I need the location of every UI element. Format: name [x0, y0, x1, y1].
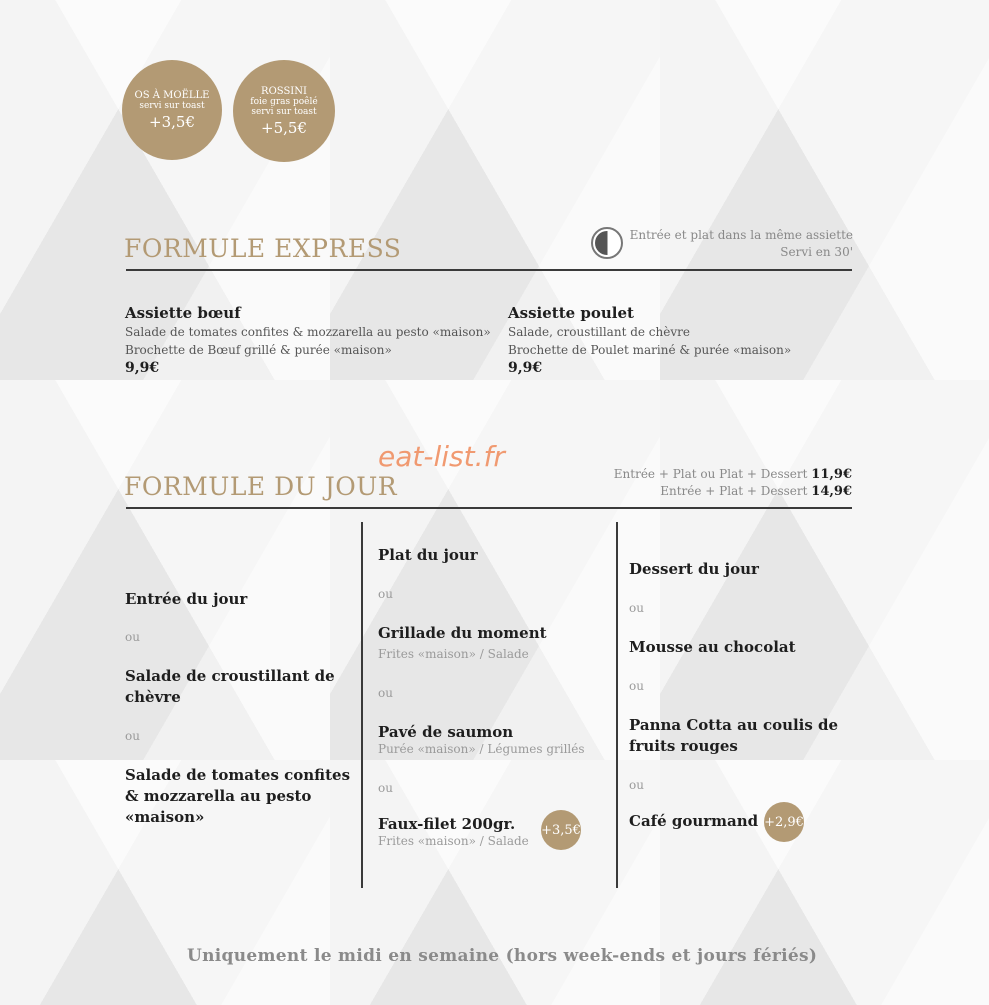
- or-label: ou: [629, 601, 644, 615]
- or-label: ou: [125, 630, 140, 644]
- express-dish-line: Salade de tomates confites & mozzarella au pesto «maison»: [125, 325, 491, 339]
- column-divider: [616, 522, 618, 888]
- plat-sub: Purée «maison» / Légumes grillés: [378, 742, 585, 756]
- plat-item: Faux-filet 200gr.: [378, 815, 516, 833]
- jour-price-label: Entrée + Plat + Dessert: [660, 484, 808, 498]
- supplement-desc: foie gras poêlé: [250, 96, 318, 107]
- watermark: eat-list.fr: [378, 440, 505, 473]
- express-note-line2: Servi en 30': [780, 245, 853, 259]
- or-label: ou: [378, 587, 393, 601]
- dessert-item: Mousse au chocolat: [629, 638, 796, 656]
- supplement-desc: servi sur toast: [139, 100, 205, 111]
- dessert-item: Panna Cotta au coulis de fruits rouges: [629, 716, 839, 755]
- jour-price-value: 11,9€: [811, 467, 852, 482]
- column-divider: [361, 522, 363, 888]
- supplement-name: OS À MOËLLE: [134, 89, 210, 101]
- jour-prices: [560, 466, 852, 500]
- entree-item: Salade de tomates confites & mozzarella au pesto «maison»: [125, 766, 351, 826]
- supplement-price: +3,5€: [149, 112, 195, 131]
- plat-item: Grillade du moment: [378, 624, 547, 642]
- express-dish-line: Brochette de Poulet mariné & purée «maison»: [508, 343, 792, 357]
- plat-sub: Frites «maison» / Salade: [378, 834, 529, 848]
- dessert-supplement-badge: +2,9€: [764, 802, 804, 842]
- jour-rule: [126, 507, 852, 509]
- express-note-line1: Entrée et plat dans la même assiette: [629, 228, 853, 242]
- or-label: ou: [125, 729, 140, 743]
- or-label: ou: [378, 686, 393, 700]
- express-note: [600, 227, 853, 261]
- supplement-os-a-moelle: [122, 60, 222, 160]
- supplement-name: ROSSINI: [261, 85, 307, 97]
- or-label: ou: [629, 679, 644, 693]
- jour-price-line1: [560, 466, 852, 483]
- express-dish-name: Assiette poulet: [508, 304, 634, 322]
- jour-title: FORMULE DU JOUR: [124, 472, 398, 501]
- express-title: FORMULE EXPRESS: [124, 234, 402, 263]
- or-label: ou: [378, 781, 393, 795]
- dessert-item: Dessert du jour: [629, 560, 759, 578]
- supplement-rossini: [233, 60, 335, 162]
- or-label: ou: [629, 778, 644, 792]
- jour-price-line2: [560, 483, 852, 500]
- plat-supplement-badge: +3,5€: [541, 810, 581, 850]
- supplement-price: +5,5€: [261, 118, 307, 137]
- jour-price-label: Entrée + Plat ou Plat + Dessert: [613, 467, 808, 481]
- plat-sub: Frites «maison» / Salade: [378, 647, 529, 661]
- jour-price-value: 14,9€: [811, 484, 852, 499]
- entree-item: Salade de croustillant de chèvre: [125, 667, 335, 706]
- dessert-item: Café gourmand: [629, 812, 759, 830]
- footer-note: Uniquement le midi en semaine (hors week-ends et jours fériés): [187, 946, 818, 966]
- entree-item: Entrée du jour: [125, 590, 248, 608]
- express-dish-line: Salade, croustillant de chèvre: [508, 325, 690, 339]
- express-dish-price: 9,9€: [125, 360, 160, 376]
- supplement-desc-2: servi sur toast: [251, 106, 317, 117]
- express-dish-price: 9,9€: [508, 360, 543, 376]
- plat-item: Plat du jour: [378, 546, 478, 564]
- express-dish-line: Brochette de Bœuf grillé & purée «maison»: [125, 343, 392, 357]
- express-rule: [126, 269, 852, 271]
- plat-item: Pavé de saumon: [378, 723, 514, 741]
- express-dish-name: Assiette bœuf: [125, 304, 241, 322]
